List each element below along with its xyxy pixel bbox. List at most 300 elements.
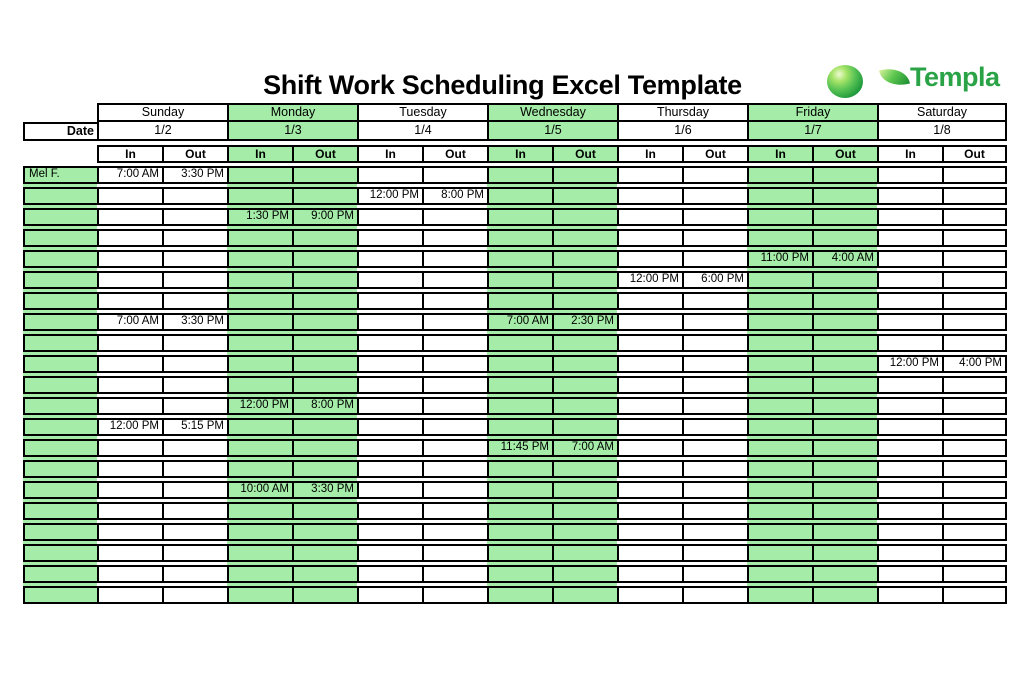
cell-r20-mon-in[interactable] [227,565,292,583]
cell-r10-sat-out[interactable]: 4:00 PM [942,355,1007,373]
cell-r13-sun-in[interactable]: 12:00 PM [97,418,162,436]
cell-r14-tue-in[interactable] [357,439,422,457]
cell-r18-tue-out[interactable] [422,523,487,541]
cell-r11-sat-out[interactable] [942,376,1007,394]
cell-r8-fri-out[interactable] [812,313,877,331]
cell-r17-thu-out[interactable] [682,502,747,520]
cell-r16-thu-in[interactable] [617,481,682,499]
cell-r9-sun-in[interactable] [97,334,162,352]
cell-r17-sat-in[interactable] [877,502,942,520]
cell-r14-name[interactable] [23,439,97,457]
cell-r4-mon-out[interactable] [292,229,357,247]
cell-r4-sat-out[interactable] [942,229,1007,247]
cell-r5-fri-out[interactable]: 4:00 AM [812,250,877,268]
cell-r15-tue-out[interactable] [422,460,487,478]
cell-r6-sun-in[interactable] [97,271,162,289]
cell-r17-mon-out[interactable] [292,502,357,520]
cell-r21-sat-in[interactable] [877,586,942,604]
cell-r20-thu-out[interactable] [682,565,747,583]
cell-r12-sun-out[interactable] [162,397,227,415]
cell-r3-tue-in[interactable] [357,208,422,226]
cell-r10-thu-out[interactable] [682,355,747,373]
cell-r9-mon-in[interactable] [227,334,292,352]
cell-r5-mon-out[interactable] [292,250,357,268]
cell-r12-wed-out[interactable] [552,397,617,415]
cell-r6-mon-out[interactable] [292,271,357,289]
cell-r18-tue-in[interactable] [357,523,422,541]
cell-r9-tue-out[interactable] [422,334,487,352]
cell-r4-tue-in[interactable] [357,229,422,247]
cell-r6-sat-in[interactable] [877,271,942,289]
cell-r7-name[interactable] [23,292,97,310]
cell-r13-sat-out[interactable] [942,418,1007,436]
cell-r3-thu-out[interactable] [682,208,747,226]
cell-r5-thu-out[interactable] [682,250,747,268]
cell-r5-sat-out[interactable] [942,250,1007,268]
cell-r13-wed-out[interactable] [552,418,617,436]
cell-r11-name[interactable] [23,376,97,394]
cell-r11-tue-out[interactable] [422,376,487,394]
cell-r20-thu-in[interactable] [617,565,682,583]
cell-r15-thu-in[interactable] [617,460,682,478]
cell-r16-fri-out[interactable] [812,481,877,499]
cell-r1-sat-out[interactable] [942,166,1007,184]
cell-r13-wed-in[interactable] [487,418,552,436]
cell-r7-sun-in[interactable] [97,292,162,310]
cell-r3-wed-in[interactable] [487,208,552,226]
cell-r19-sat-out[interactable] [942,544,1007,562]
cell-r8-thu-in[interactable] [617,313,682,331]
cell-r6-thu-in[interactable]: 12:00 PM [617,271,682,289]
cell-r12-sat-out[interactable] [942,397,1007,415]
cell-r10-mon-out[interactable] [292,355,357,373]
cell-r17-thu-in[interactable] [617,502,682,520]
cell-r17-wed-out[interactable] [552,502,617,520]
cell-r7-sat-in[interactable] [877,292,942,310]
cell-r8-mon-in[interactable] [227,313,292,331]
cell-r1-wed-out[interactable] [552,166,617,184]
cell-r15-fri-in[interactable] [747,460,812,478]
cell-r9-fri-in[interactable] [747,334,812,352]
cell-r16-sun-out[interactable] [162,481,227,499]
cell-r12-sat-in[interactable] [877,397,942,415]
cell-r18-sat-in[interactable] [877,523,942,541]
cell-r16-sat-out[interactable] [942,481,1007,499]
cell-r9-sat-in[interactable] [877,334,942,352]
cell-r6-fri-out[interactable] [812,271,877,289]
cell-r8-thu-out[interactable] [682,313,747,331]
cell-r1-tue-in[interactable] [357,166,422,184]
cell-r21-name[interactable] [23,586,97,604]
cell-r19-name[interactable] [23,544,97,562]
cell-r21-fri-out[interactable] [812,586,877,604]
cell-r3-thu-in[interactable] [617,208,682,226]
cell-r8-wed-in[interactable]: 7:00 AM [487,313,552,331]
cell-r17-sat-out[interactable] [942,502,1007,520]
cell-r19-mon-in[interactable] [227,544,292,562]
cell-r11-wed-out[interactable] [552,376,617,394]
cell-r13-sun-out[interactable]: 5:15 PM [162,418,227,436]
cell-r1-thu-in[interactable] [617,166,682,184]
cell-r7-thu-in[interactable] [617,292,682,310]
cell-r19-fri-in[interactable] [747,544,812,562]
cell-r20-sat-in[interactable] [877,565,942,583]
cell-r11-fri-in[interactable] [747,376,812,394]
cell-r5-thu-in[interactable] [617,250,682,268]
cell-r10-fri-in[interactable] [747,355,812,373]
cell-r12-wed-in[interactable] [487,397,552,415]
cell-r3-wed-out[interactable] [552,208,617,226]
cell-r1-mon-in[interactable] [227,166,292,184]
cell-r11-thu-out[interactable] [682,376,747,394]
cell-r14-mon-in[interactable] [227,439,292,457]
cell-r14-sat-out[interactable] [942,439,1007,457]
cell-r14-mon-out[interactable] [292,439,357,457]
cell-r15-sat-out[interactable] [942,460,1007,478]
cell-r20-wed-out[interactable] [552,565,617,583]
cell-r19-wed-out[interactable] [552,544,617,562]
cell-r18-wed-out[interactable] [552,523,617,541]
cell-r5-mon-in[interactable] [227,250,292,268]
cell-r1-sun-in[interactable]: 7:00 AM [97,166,162,184]
cell-r12-sun-in[interactable] [97,397,162,415]
cell-r20-mon-out[interactable] [292,565,357,583]
cell-r10-name[interactable] [23,355,97,373]
cell-r5-tue-out[interactable] [422,250,487,268]
cell-r19-wed-in[interactable] [487,544,552,562]
cell-r17-tue-in[interactable] [357,502,422,520]
cell-r14-wed-in[interactable]: 11:45 PM [487,439,552,457]
cell-r10-sun-in[interactable] [97,355,162,373]
cell-r3-fri-in[interactable] [747,208,812,226]
cell-r19-sun-in[interactable] [97,544,162,562]
cell-r21-sat-out[interactable] [942,586,1007,604]
cell-r4-thu-in[interactable] [617,229,682,247]
cell-r21-thu-out[interactable] [682,586,747,604]
cell-r7-fri-in[interactable] [747,292,812,310]
cell-r19-tue-out[interactable] [422,544,487,562]
cell-r2-sat-out[interactable] [942,187,1007,205]
cell-r9-fri-out[interactable] [812,334,877,352]
cell-r13-fri-in[interactable] [747,418,812,436]
cell-r7-mon-out[interactable] [292,292,357,310]
cell-r15-wed-out[interactable] [552,460,617,478]
cell-r1-sat-in[interactable] [877,166,942,184]
cell-r15-fri-out[interactable] [812,460,877,478]
cell-r1-sun-out[interactable]: 3:30 PM [162,166,227,184]
cell-r15-wed-in[interactable] [487,460,552,478]
cell-r21-sun-in[interactable] [97,586,162,604]
cell-r6-thu-out[interactable]: 6:00 PM [682,271,747,289]
cell-r5-sun-in[interactable] [97,250,162,268]
cell-r18-thu-out[interactable] [682,523,747,541]
cell-r8-mon-out[interactable] [292,313,357,331]
cell-r12-fri-in[interactable] [747,397,812,415]
cell-r17-sun-in[interactable] [97,502,162,520]
cell-r15-sat-in[interactable] [877,460,942,478]
cell-r8-sat-in[interactable] [877,313,942,331]
cell-r16-mon-in[interactable]: 10:00 AM [227,481,292,499]
cell-r20-sun-out[interactable] [162,565,227,583]
cell-r2-fri-in[interactable] [747,187,812,205]
cell-r20-fri-out[interactable] [812,565,877,583]
cell-r18-thu-in[interactable] [617,523,682,541]
cell-r16-wed-out[interactable] [552,481,617,499]
cell-r8-tue-in[interactable] [357,313,422,331]
cell-r21-tue-in[interactable] [357,586,422,604]
cell-r14-sun-out[interactable] [162,439,227,457]
cell-r1-mon-out[interactable] [292,166,357,184]
cell-r17-mon-in[interactable] [227,502,292,520]
cell-r16-fri-in[interactable] [747,481,812,499]
cell-r3-tue-out[interactable] [422,208,487,226]
cell-r16-wed-in[interactable] [487,481,552,499]
cell-r2-thu-out[interactable] [682,187,747,205]
cell-r5-sat-in[interactable] [877,250,942,268]
cell-r13-name[interactable] [23,418,97,436]
cell-r21-wed-out[interactable] [552,586,617,604]
cell-r16-name[interactable] [23,481,97,499]
cell-r18-sun-in[interactable] [97,523,162,541]
cell-r15-name[interactable] [23,460,97,478]
cell-r2-wed-out[interactable] [552,187,617,205]
cell-r17-fri-in[interactable] [747,502,812,520]
cell-r7-thu-out[interactable] [682,292,747,310]
cell-r7-wed-in[interactable] [487,292,552,310]
cell-r13-sat-in[interactable] [877,418,942,436]
cell-r3-sun-out[interactable] [162,208,227,226]
cell-r7-sun-out[interactable] [162,292,227,310]
cell-r9-name[interactable] [23,334,97,352]
cell-r7-mon-in[interactable] [227,292,292,310]
cell-r20-tue-in[interactable] [357,565,422,583]
cell-r6-sun-out[interactable] [162,271,227,289]
cell-r5-tue-in[interactable] [357,250,422,268]
cell-r20-wed-in[interactable] [487,565,552,583]
cell-r21-mon-in[interactable] [227,586,292,604]
cell-r21-mon-out[interactable] [292,586,357,604]
cell-r11-thu-in[interactable] [617,376,682,394]
cell-r8-fri-in[interactable] [747,313,812,331]
cell-r20-fri-in[interactable] [747,565,812,583]
cell-r10-tue-in[interactable] [357,355,422,373]
cell-r4-sun-in[interactable] [97,229,162,247]
cell-r2-tue-in[interactable]: 12:00 PM [357,187,422,205]
cell-r3-mon-in[interactable]: 1:30 PM [227,208,292,226]
cell-r3-fri-out[interactable] [812,208,877,226]
cell-r16-sat-in[interactable] [877,481,942,499]
cell-r2-fri-out[interactable] [812,187,877,205]
cell-r20-name[interactable] [23,565,97,583]
cell-r4-fri-in[interactable] [747,229,812,247]
cell-r20-tue-out[interactable] [422,565,487,583]
cell-r19-sat-in[interactable] [877,544,942,562]
cell-r11-sun-out[interactable] [162,376,227,394]
cell-r4-mon-in[interactable] [227,229,292,247]
cell-r1-wed-in[interactable] [487,166,552,184]
cell-r18-mon-out[interactable] [292,523,357,541]
cell-r15-sun-in[interactable] [97,460,162,478]
cell-r2-sun-out[interactable] [162,187,227,205]
cell-r18-sun-out[interactable] [162,523,227,541]
cell-r7-tue-out[interactable] [422,292,487,310]
cell-r21-fri-in[interactable] [747,586,812,604]
cell-r13-tue-in[interactable] [357,418,422,436]
cell-r6-wed-in[interactable] [487,271,552,289]
cell-r9-tue-in[interactable] [357,334,422,352]
cell-r1-fri-in[interactable] [747,166,812,184]
cell-r4-tue-out[interactable] [422,229,487,247]
cell-r8-sun-out[interactable]: 3:30 PM [162,313,227,331]
cell-r18-name[interactable] [23,523,97,541]
cell-r11-tue-in[interactable] [357,376,422,394]
cell-r1-fri-out[interactable] [812,166,877,184]
cell-r8-sun-in[interactable]: 7:00 AM [97,313,162,331]
cell-r4-thu-out[interactable] [682,229,747,247]
cell-r9-wed-in[interactable] [487,334,552,352]
cell-r3-sat-in[interactable] [877,208,942,226]
cell-r6-name[interactable] [23,271,97,289]
cell-r3-name[interactable] [23,208,97,226]
cell-r5-wed-out[interactable] [552,250,617,268]
cell-r10-wed-out[interactable] [552,355,617,373]
cell-r11-mon-out[interactable] [292,376,357,394]
cell-r9-thu-out[interactable] [682,334,747,352]
cell-r11-mon-in[interactable] [227,376,292,394]
cell-r9-thu-in[interactable] [617,334,682,352]
cell-r18-wed-in[interactable] [487,523,552,541]
cell-r11-sun-in[interactable] [97,376,162,394]
cell-r6-sat-out[interactable] [942,271,1007,289]
cell-r17-tue-out[interactable] [422,502,487,520]
cell-r16-sun-in[interactable] [97,481,162,499]
cell-r5-wed-in[interactable] [487,250,552,268]
cell-r2-name[interactable] [23,187,97,205]
cell-r13-tue-out[interactable] [422,418,487,436]
cell-r6-tue-out[interactable] [422,271,487,289]
cell-r14-fri-out[interactable] [812,439,877,457]
cell-r20-sun-in[interactable] [97,565,162,583]
cell-r9-wed-out[interactable] [552,334,617,352]
cell-r15-mon-in[interactable] [227,460,292,478]
cell-r19-sun-out[interactable] [162,544,227,562]
cell-r8-wed-out[interactable]: 2:30 PM [552,313,617,331]
cell-r10-sun-out[interactable] [162,355,227,373]
cell-r8-sat-out[interactable] [942,313,1007,331]
cell-r10-fri-out[interactable] [812,355,877,373]
cell-r15-mon-out[interactable] [292,460,357,478]
cell-r19-mon-out[interactable] [292,544,357,562]
cell-r13-thu-out[interactable] [682,418,747,436]
cell-r14-fri-in[interactable] [747,439,812,457]
cell-r6-tue-in[interactable] [357,271,422,289]
cell-r3-mon-out[interactable]: 9:00 PM [292,208,357,226]
cell-r2-sat-in[interactable] [877,187,942,205]
cell-r10-mon-in[interactable] [227,355,292,373]
cell-r18-mon-in[interactable] [227,523,292,541]
cell-r2-thu-in[interactable] [617,187,682,205]
cell-r10-wed-in[interactable] [487,355,552,373]
cell-r19-tue-in[interactable] [357,544,422,562]
cell-r3-sun-in[interactable] [97,208,162,226]
cell-r17-sun-out[interactable] [162,502,227,520]
cell-r8-name[interactable] [23,313,97,331]
cell-r12-thu-out[interactable] [682,397,747,415]
cell-r14-thu-out[interactable] [682,439,747,457]
cell-r1-tue-out[interactable] [422,166,487,184]
cell-r12-mon-out[interactable]: 8:00 PM [292,397,357,415]
cell-r2-sun-in[interactable] [97,187,162,205]
cell-r11-fri-out[interactable] [812,376,877,394]
cell-r12-tue-out[interactable] [422,397,487,415]
cell-r17-name[interactable] [23,502,97,520]
cell-r10-tue-out[interactable] [422,355,487,373]
cell-r16-mon-out[interactable]: 3:30 PM [292,481,357,499]
cell-r7-sat-out[interactable] [942,292,1007,310]
cell-r5-sun-out[interactable] [162,250,227,268]
cell-r11-sat-in[interactable] [877,376,942,394]
cell-r8-tue-out[interactable] [422,313,487,331]
cell-r4-sat-in[interactable] [877,229,942,247]
cell-r4-wed-in[interactable] [487,229,552,247]
cell-r4-wed-out[interactable] [552,229,617,247]
cell-r18-sat-out[interactable] [942,523,1007,541]
cell-r21-thu-in[interactable] [617,586,682,604]
cell-r13-thu-in[interactable] [617,418,682,436]
cell-r13-mon-out[interactable] [292,418,357,436]
cell-r21-sun-out[interactable] [162,586,227,604]
cell-r14-sat-in[interactable] [877,439,942,457]
cell-r14-tue-out[interactable] [422,439,487,457]
cell-r4-name[interactable] [23,229,97,247]
cell-r9-sat-out[interactable] [942,334,1007,352]
cell-r18-fri-out[interactable] [812,523,877,541]
cell-r14-thu-in[interactable] [617,439,682,457]
cell-r19-thu-in[interactable] [617,544,682,562]
cell-r17-fri-out[interactable] [812,502,877,520]
cell-r12-name[interactable] [23,397,97,415]
cell-r3-sat-out[interactable] [942,208,1007,226]
cell-r2-mon-in[interactable] [227,187,292,205]
cell-r6-mon-in[interactable] [227,271,292,289]
cell-r2-mon-out[interactable] [292,187,357,205]
cell-r9-sun-out[interactable] [162,334,227,352]
cell-r2-tue-out[interactable]: 8:00 PM [422,187,487,205]
cell-r10-thu-in[interactable] [617,355,682,373]
cell-r19-thu-out[interactable] [682,544,747,562]
cell-r1-name[interactable]: Mel F. [23,166,97,184]
cell-r21-wed-in[interactable] [487,586,552,604]
cell-r5-name[interactable] [23,250,97,268]
cell-r14-sun-in[interactable] [97,439,162,457]
cell-r6-fri-in[interactable] [747,271,812,289]
cell-r2-wed-in[interactable] [487,187,552,205]
cell-r4-fri-out[interactable] [812,229,877,247]
cell-r16-tue-out[interactable] [422,481,487,499]
cell-r17-wed-in[interactable] [487,502,552,520]
cell-r18-fri-in[interactable] [747,523,812,541]
cell-r10-sat-in[interactable]: 12:00 PM [877,355,942,373]
cell-r13-fri-out[interactable] [812,418,877,436]
cell-r16-tue-in[interactable] [357,481,422,499]
cell-r12-thu-in[interactable] [617,397,682,415]
cell-r7-tue-in[interactable] [357,292,422,310]
cell-r14-wed-out[interactable]: 7:00 AM [552,439,617,457]
cell-r5-fri-in[interactable]: 11:00 PM [747,250,812,268]
cell-r1-thu-out[interactable] [682,166,747,184]
cell-r4-sun-out[interactable] [162,229,227,247]
cell-r15-sun-out[interactable] [162,460,227,478]
